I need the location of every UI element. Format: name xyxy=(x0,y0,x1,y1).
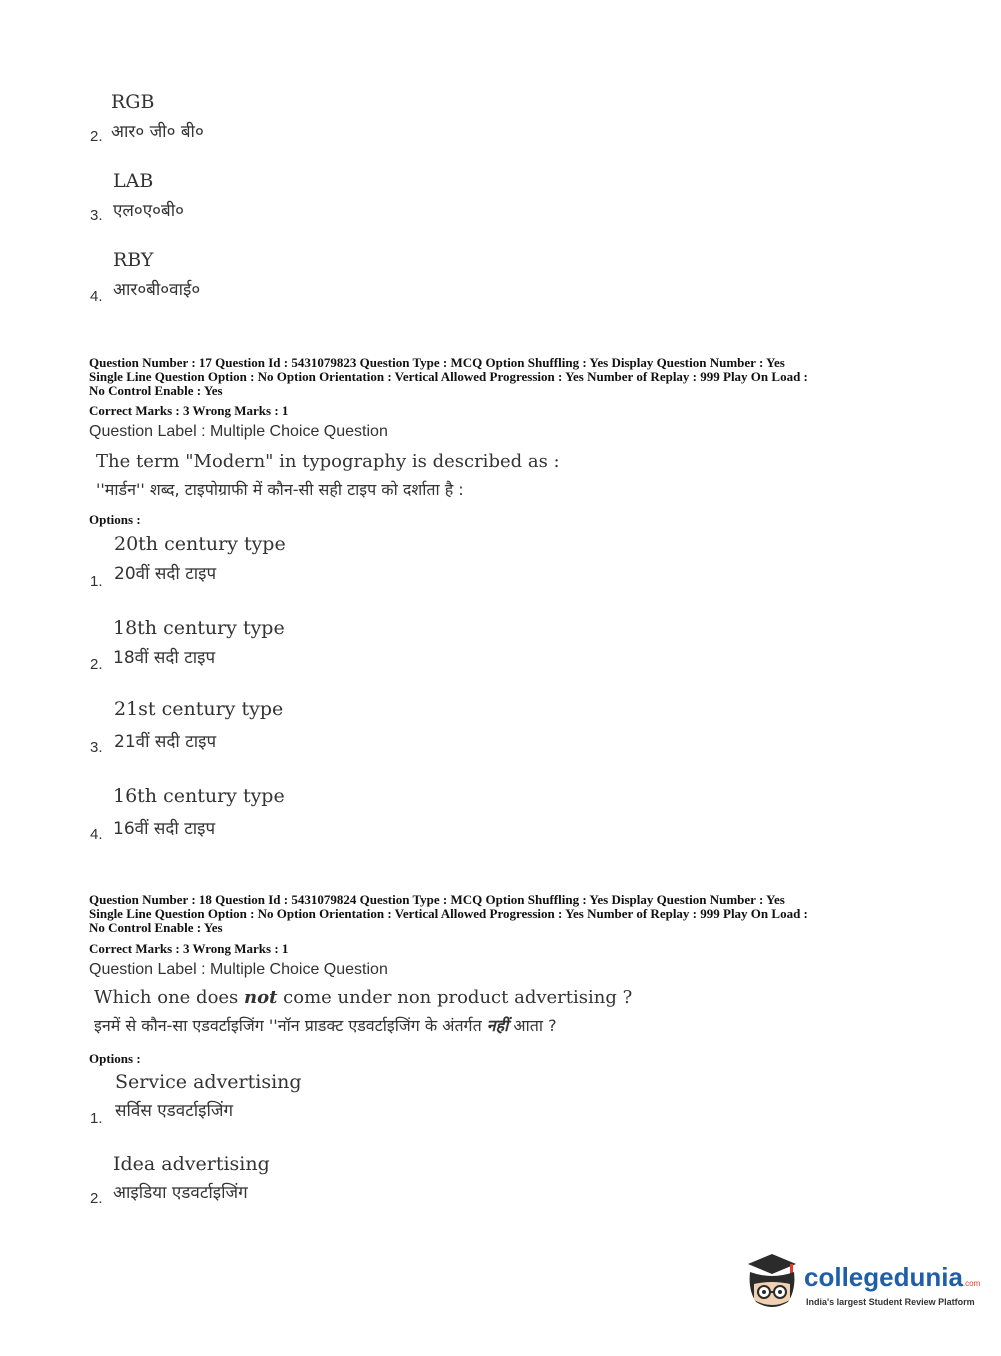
question-text-en xyxy=(94,987,632,1008)
option-number: 2. xyxy=(90,656,103,673)
option-text-hi: 20वीं सदी टाइप xyxy=(114,564,217,584)
collegedunia-logo xyxy=(742,1250,981,1316)
option-text-en: RBY xyxy=(113,249,154,271)
options-heading: Options : xyxy=(89,1051,141,1066)
question-text-en: The term "Modern" in typography is described as : xyxy=(96,451,560,472)
question-text-hi-post: आता ? xyxy=(508,1016,557,1035)
option-text-en: 18th century type xyxy=(113,617,285,639)
logo-name: collegedunia xyxy=(804,1262,963,1292)
option-text-hi: 21वीं सदी टाइप xyxy=(114,732,217,752)
question-label: Question Label : Multiple Choice Question xyxy=(89,423,388,440)
option-number: 4. xyxy=(90,826,103,843)
question-meta-line3: No Control Enable : Yes xyxy=(89,383,223,398)
option-number: 3. xyxy=(90,207,103,224)
option-text-hi: सर्विस एडवर्टाइजिंग xyxy=(115,1101,234,1121)
option-text-hi: आर०बी०वाई० xyxy=(113,280,201,300)
question-meta-line1: Question Number : 17 Question Id : 5431079823 Question Type : MCQ Option Shuffling : Yes Display Question Number : Yes xyxy=(89,355,785,370)
option-text-en: Idea advertising xyxy=(113,1153,270,1175)
question-marks: Correct Marks : 3 Wrong Marks : 1 xyxy=(89,941,289,956)
option-number: 2. xyxy=(90,1190,103,1207)
question-meta-line2: Single Line Question Option : No Option Orientation : Vertical Allowed Progression : Yes Number of Replay : 999 Play On Load : xyxy=(89,369,808,384)
question-text-hi xyxy=(94,1014,557,1036)
question-text-hi-pre: इनमें से कौन-सा एडवर्टाइजिंग ''नॉन प्राडक्ट एडवर्टाइजिंग के अंतर्गत xyxy=(94,1016,487,1035)
logo-wordmark xyxy=(804,1262,980,1293)
question-text-en-emphasis: not xyxy=(244,987,278,1008)
option-text-hi: आइडिया एडवर्टाइजिंग xyxy=(113,1183,248,1203)
question-text-en-pre: Which one does xyxy=(94,987,245,1008)
question-meta-line1: Question Number : 18 Question Id : 5431079824 Question Type : MCQ Option Shuffling : Yes Display Question Number : Yes xyxy=(89,892,785,907)
options-heading: Options : xyxy=(89,512,141,527)
option-text-hi: 18वीं सदी टाइप xyxy=(113,648,216,668)
logo-tagline: India's largest Student Review Platform xyxy=(806,1297,975,1307)
option-text-hi: एल०ए०बी० xyxy=(113,201,184,221)
option-number: 1. xyxy=(90,573,103,590)
mascot-icon xyxy=(742,1250,802,1312)
option-text-hi: आर० जी० बी० xyxy=(111,122,204,142)
option-number: 1. xyxy=(90,1110,103,1127)
option-number: 2. xyxy=(90,128,103,145)
logo-suffix: .com xyxy=(962,1279,981,1288)
question-meta-line3: No Control Enable : Yes xyxy=(89,920,223,935)
option-number: 4. xyxy=(90,288,103,305)
question-text-en-post: come under non product advertising ? xyxy=(277,987,633,1008)
option-text-en: 16th century type xyxy=(113,785,285,807)
question-text-hi-emphasis: नहीं xyxy=(486,1016,509,1035)
option-text-en: Service advertising xyxy=(115,1071,302,1093)
question-label: Question Label : Multiple Choice Question xyxy=(89,961,388,978)
option-text-en: 20th century type xyxy=(114,533,286,555)
option-text-en: LAB xyxy=(113,170,154,192)
option-text-en: RGB xyxy=(111,91,155,113)
option-text-en: 21st century type xyxy=(114,698,284,720)
option-number: 3. xyxy=(90,739,103,756)
question-meta-line2: Single Line Question Option : No Option Orientation : Vertical Allowed Progression : Yes Number of Replay : 999 Play On Load : xyxy=(89,906,808,921)
question-marks: Correct Marks : 3 Wrong Marks : 1 xyxy=(89,403,289,418)
question-text-hi: ''मार्डन'' शब्द, टाइपोग्राफी में कौन-सी सही टाइप को दर्शाता है : xyxy=(96,480,464,499)
option-text-hi: 16वीं सदी टाइप xyxy=(113,819,216,839)
